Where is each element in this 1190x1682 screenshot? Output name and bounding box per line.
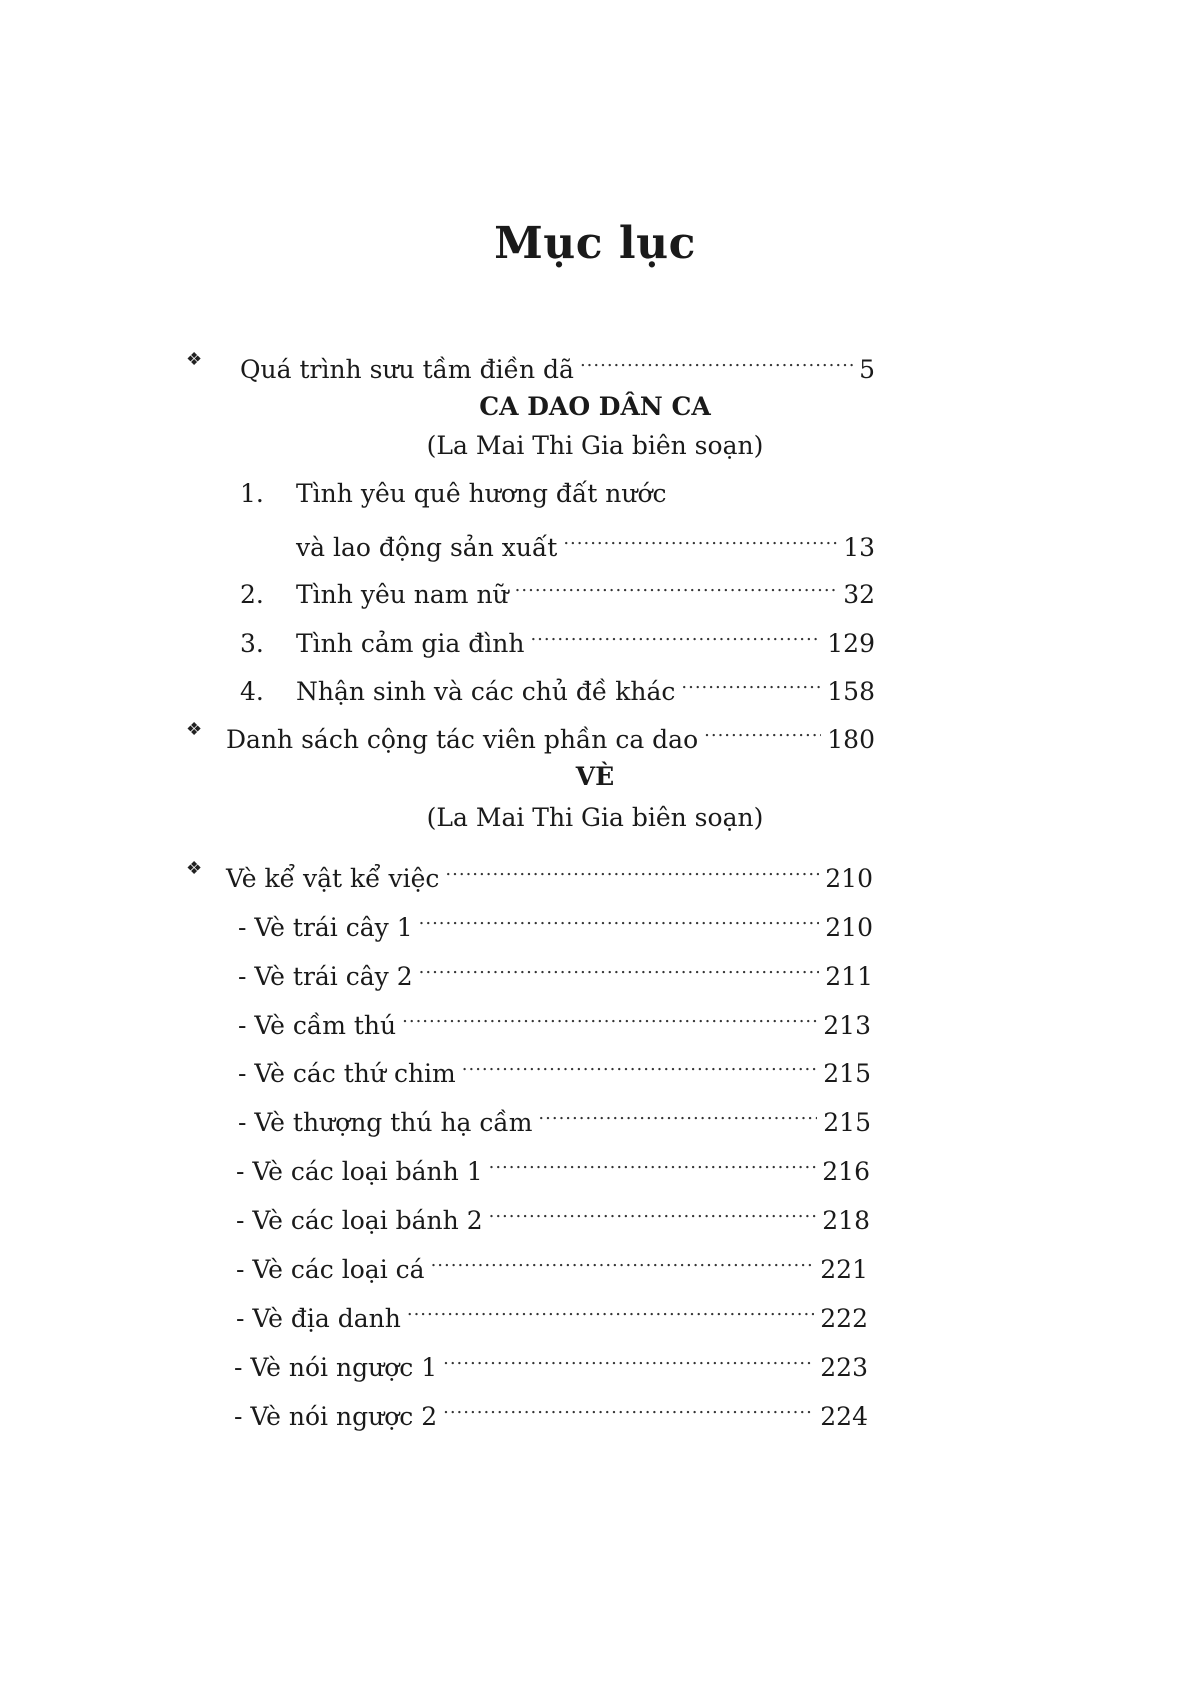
dot-leader (580, 338, 853, 378)
toc-subentry[interactable] (236, 1238, 868, 1284)
toc-entry-page: 222 (820, 1304, 868, 1333)
dot-leader (407, 1287, 814, 1327)
dot-leader (419, 945, 820, 985)
dot-leader (443, 1385, 814, 1425)
toc-entry[interactable] (240, 660, 875, 706)
toc-subentry[interactable] (238, 945, 873, 991)
toc-entry-number: 1. (240, 479, 264, 508)
toc-entry-label: - Vè trái cây 2 (238, 962, 413, 991)
toc-entry-label: - Vè cầm thú (238, 1011, 397, 1040)
dot-leader (445, 847, 819, 887)
dot-leader (489, 1189, 817, 1229)
toc-entry-page: 5 (859, 355, 875, 384)
toc-entry-page: 216 (822, 1157, 870, 1186)
toc-entry-label: Danh sách cộng tác viên phần ca dao (226, 725, 699, 754)
toc-subentry[interactable] (234, 1385, 868, 1431)
toc-entry-label: - Vè địa danh (236, 1304, 401, 1333)
toc-entry-page: 210 (825, 913, 873, 942)
dot-leader (443, 1336, 814, 1376)
toc-entry-label: - Vè các loại cá (236, 1255, 425, 1284)
dot-leader (681, 660, 821, 700)
toc-entry-page: 180 (827, 725, 875, 754)
toc-subentry[interactable] (238, 896, 873, 942)
toc-entry[interactable] (240, 563, 875, 609)
toc-entry-page: 32 (843, 580, 875, 609)
diamond-bullet-icon: ❖ (186, 858, 203, 879)
toc-entry-page: 129 (827, 629, 875, 658)
toc-entry-label: Vè kể vật kể việc (226, 864, 440, 893)
dot-leader (489, 1140, 817, 1180)
dot-leader (462, 1042, 818, 1082)
toc-entry-label: - Vè thượng thú hạ cầm (238, 1108, 533, 1137)
toc-entry[interactable] (240, 474, 875, 514)
dot-leader (419, 896, 820, 936)
toc-entry[interactable] (240, 338, 875, 384)
diamond-bullet-icon: ❖ (186, 349, 203, 370)
toc-subentry[interactable] (238, 994, 871, 1040)
toc-entry-page: 211 (825, 962, 873, 991)
toc-subentry[interactable] (234, 1336, 868, 1382)
toc-entry-label: Tình yêu nam nữ (296, 580, 509, 609)
toc-entry-label: Tình yêu quê hương đất nước (296, 479, 667, 508)
toc-entry-number: 3. (240, 629, 264, 658)
section-subheading: (La Mai Thi Gia biên soạn) (426, 431, 764, 460)
toc-entry-page: 221 (820, 1255, 868, 1284)
toc-entry[interactable] (226, 847, 873, 893)
toc-entry-label: - Vè nói ngược 2 (234, 1402, 438, 1431)
toc-entry-label: - Vè các loại bánh 1 (236, 1157, 483, 1186)
diamond-bullet-icon: ❖ (186, 719, 203, 740)
toc-entry-page: 215 (823, 1059, 871, 1088)
toc-entry-label: - Vè các thứ chim (238, 1059, 456, 1088)
toc-entry[interactable] (226, 708, 875, 754)
toc-entry-page: 223 (820, 1353, 868, 1382)
toc-entry-continuation[interactable] (296, 516, 875, 562)
dot-leader (431, 1238, 815, 1278)
toc-entry-label: - Vè các loại bánh 2 (236, 1206, 483, 1235)
toc-entry-label: Nhận sinh và các chủ đề khác (296, 677, 676, 706)
toc-entry[interactable] (240, 612, 875, 658)
toc-entry-page: 215 (823, 1108, 871, 1137)
toc-entry-label: và lao động sản xuất (296, 533, 558, 562)
toc-subentry[interactable] (236, 1189, 870, 1235)
toc-entry-page: 218 (822, 1206, 870, 1235)
toc-entry-page: 158 (827, 677, 875, 706)
dot-leader (704, 708, 821, 748)
toc-subentry[interactable] (236, 1140, 870, 1186)
toc-entry-label: - Vè nói ngược 1 (234, 1353, 438, 1382)
toc-entry-page: 213 (823, 1011, 871, 1040)
toc-entry-number: 4. (240, 677, 264, 706)
toc-entry-number: 2. (240, 580, 264, 609)
toc-entry-page: 13 (843, 533, 875, 562)
section-heading: CA DAO DÂN CA (479, 392, 711, 421)
section-heading: VÈ (575, 762, 615, 791)
dot-leader (530, 612, 821, 652)
toc-entry-label: - Vè trái cây 1 (238, 913, 413, 942)
toc-entry-label: Tình cảm gia đình (296, 629, 525, 658)
toc-entry-page: 224 (820, 1402, 868, 1431)
dot-leader (563, 516, 837, 556)
toc-subentry[interactable] (238, 1091, 871, 1137)
toc-subentry[interactable] (238, 1042, 871, 1088)
toc-subentry[interactable] (236, 1287, 868, 1333)
dot-leader (538, 1091, 817, 1131)
dot-leader (515, 563, 838, 603)
toc-entry-label: Quá trình sưu tầm điền dã (240, 355, 574, 384)
toc-entry-page: 210 (825, 864, 873, 893)
page-title: Mục lục (494, 218, 696, 269)
dot-leader (402, 994, 817, 1034)
section-subheading: (La Mai Thi Gia biên soạn) (426, 803, 764, 832)
